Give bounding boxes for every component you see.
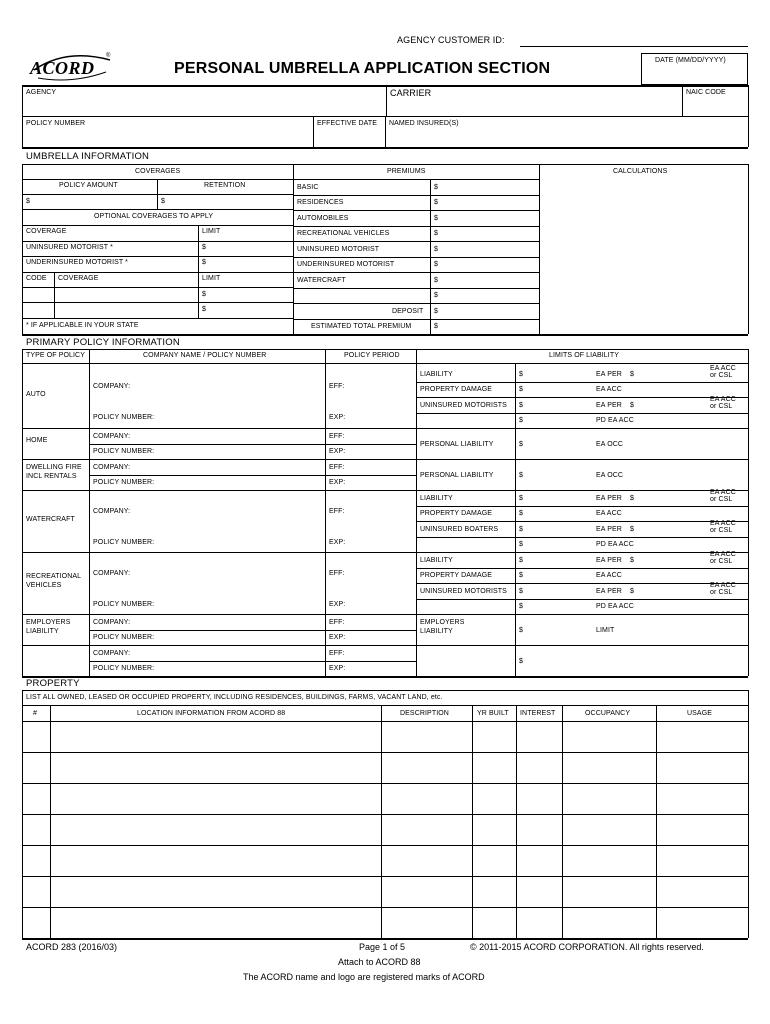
- watercraft-ea-acc-pd: EA ACC: [596, 510, 622, 517]
- optional-limit-dollar-1[interactable]: $: [202, 291, 206, 298]
- watercraft-label: WATERCRAFT: [26, 516, 75, 523]
- effective-date-label: EFFECTIVE DATE: [317, 120, 377, 127]
- premium-underinsured-label: UNDERINSURED MOTORIST: [297, 261, 395, 268]
- property-section-title: PROPERTY: [26, 678, 80, 689]
- policy-amount-label: POLICY AMOUNT: [59, 182, 118, 189]
- watercraft-liability-dollar[interactable]: $: [519, 495, 523, 502]
- auto-um-label: UNINSURED MOTORISTS: [420, 402, 507, 409]
- premium-uninsured-label: UNINSURED MOTORIST: [297, 246, 380, 253]
- premium-automobiles-label: AUTOMOBILES: [297, 215, 349, 222]
- rv-ea-acc-pd: EA ACC: [596, 572, 622, 579]
- premium-underinsured-dollar[interactable]: $: [434, 261, 438, 268]
- dwelling-eff-label: EFF:: [329, 464, 345, 471]
- rv-exp-label: EXP:: [329, 601, 346, 608]
- company-policy-header: COMPANY NAME / POLICY NUMBER: [143, 352, 267, 359]
- other-company-label: COMPANY:: [93, 650, 131, 657]
- coverage-label-2: COVERAGE: [58, 275, 99, 282]
- policy-number-label: POLICY NUMBER: [26, 120, 86, 127]
- emp-limit-label: LIMIT: [596, 627, 615, 634]
- rv-um-dollar[interactable]: $: [519, 588, 523, 595]
- premium-rv-label: RECREATIONAL VEHICLES: [297, 230, 390, 237]
- rv-pd-label: PROPERTY DAMAGE: [420, 572, 493, 579]
- rv-ea-acc-2: EA ACC: [710, 582, 736, 589]
- uninsured-limit-dollar[interactable]: $: [202, 244, 206, 251]
- rv-label-2: VEHICLES: [26, 582, 62, 589]
- emp-label-2: LIABILITY: [26, 628, 59, 635]
- optional-coverages-label: OPTIONAL COVERAGES TO APPLY: [94, 213, 214, 220]
- form-id: ACORD 283 (2016/03): [26, 942, 118, 952]
- premium-uninsured-dollar[interactable]: $: [434, 246, 438, 253]
- home-personal-liability-label: PERSONAL LIABILITY: [420, 441, 494, 448]
- watercraft-ea-per-dollar-2[interactable]: $: [630, 526, 634, 533]
- watercraft-ub-dollar[interactable]: $: [519, 526, 523, 533]
- policy-amount-dollar[interactable]: $: [26, 198, 30, 205]
- auto-or-csl-2: or CSL: [710, 403, 733, 410]
- home-company-label: COMPANY:: [93, 433, 131, 440]
- rv-pd-ea-acc: PD EA ACC: [596, 603, 634, 610]
- auto-ea-acc-2: EA ACC: [710, 396, 736, 403]
- limit-label: LIMIT: [202, 228, 221, 235]
- rv-or-csl-2: or CSL: [710, 589, 733, 596]
- auto-label: AUTO: [26, 391, 46, 398]
- watercraft-ea-per-2: EA PER: [596, 526, 622, 533]
- property-col-yr-built: YR BUILT: [477, 710, 509, 717]
- auto-liability-dollar[interactable]: $: [519, 371, 523, 378]
- uninsured-motorist-label: UNINSURED MOTORIST *: [26, 244, 113, 251]
- logo-text: ACORD: [30, 58, 95, 78]
- estimated-total-dollar[interactable]: $: [434, 323, 438, 330]
- attach-note: Attach to ACORD 88: [338, 957, 421, 967]
- acord-logo: [26, 50, 116, 84]
- coverages-header: COVERAGES: [135, 168, 181, 175]
- auto-pd-label: PROPERTY DAMAGE: [420, 386, 493, 393]
- premium-residences-dollar[interactable]: $: [434, 199, 438, 206]
- rv-pdacc-dollar[interactable]: $: [519, 603, 523, 610]
- auto-ea-per-2: EA PER: [596, 402, 622, 409]
- dwelling-ea-occ: EA OCC: [596, 472, 624, 479]
- watercraft-ea-acc-2: EA ACC: [710, 520, 736, 527]
- copyright: © 2011-2015 ACORD CORPORATION. All rights reserved.: [470, 942, 704, 952]
- watercraft-or-csl-2: or CSL: [710, 527, 733, 534]
- watercraft-ub-label: UNINSURED BOATERS: [420, 526, 499, 533]
- auto-ea-per-1: EA PER: [596, 371, 622, 378]
- watercraft-pd-label: PROPERTY DAMAGE: [420, 510, 493, 517]
- other-policy-number-label: POLICY NUMBER:: [93, 665, 155, 672]
- auto-or-csl-1: or CSL: [710, 372, 733, 379]
- agency-customer-id-label: AGENCY CUSTOMER ID:: [397, 35, 505, 45]
- umbrella-section-title: UMBRELLA INFORMATION: [26, 151, 150, 162]
- limits-header: LIMITS OF LIABILITY: [549, 352, 619, 359]
- watercraft-pd-ea-acc: PD EA ACC: [596, 541, 634, 548]
- named-insured-label: NAMED INSURED(S): [389, 120, 459, 127]
- policy-period-header: POLICY PERIOD: [344, 352, 400, 359]
- auto-liability-label: LIABILITY: [420, 371, 453, 378]
- type-of-policy-header: TYPE OF POLICY: [26, 352, 85, 359]
- premium-watercraft-dollar[interactable]: $: [434, 277, 438, 284]
- auto-um-dollar[interactable]: $: [519, 402, 523, 409]
- premium-watercraft-label: WATERCRAFT: [297, 277, 346, 284]
- dwelling-label-1: DWELLING FIRE: [26, 464, 82, 471]
- auto-pd-ea-acc: PD EA ACC: [596, 417, 634, 424]
- calculations-header: CALCULATIONS: [613, 168, 668, 175]
- watercraft-policy-number-label: POLICY NUMBER:: [93, 539, 155, 546]
- page-number: Page 1 of 5: [359, 942, 406, 952]
- premium-basic-dollar[interactable]: $: [434, 184, 438, 191]
- registered-mark: ®: [106, 53, 111, 59]
- watercraft-ea-acc-1: EA ACC: [710, 489, 736, 496]
- emp-limits-label-2: LIABILITY: [420, 628, 453, 635]
- dwelling-company-label: COMPANY:: [93, 464, 131, 471]
- emp-policy-number-label: POLICY NUMBER:: [93, 634, 155, 641]
- auto-company-label: COMPANY:: [93, 383, 131, 390]
- premium-residences-label: RESIDENCES: [297, 199, 344, 206]
- auto-pd-dollar[interactable]: $: [519, 386, 523, 393]
- watercraft-exp-label: EXP:: [329, 539, 346, 546]
- underinsured-motorist-label: UNDERINSURED MOTORIST *: [26, 259, 128, 266]
- premium-automobiles-dollar[interactable]: $: [434, 215, 438, 222]
- deposit-dollar[interactable]: $: [434, 308, 438, 315]
- watercraft-or-csl-1: or CSL: [710, 496, 733, 503]
- other-exp-label: EXP:: [329, 665, 346, 672]
- auto-policy-number-label: POLICY NUMBER:: [93, 414, 155, 421]
- dwelling-label-2: INCL RENTALS: [26, 473, 77, 480]
- dwelling-dollar[interactable]: $: [519, 472, 523, 479]
- property-instructions: LIST ALL OWNED, LEASED OR OCCUPIED PROPERTY, INCLUDING RESIDENCES, BUILDINGS, FARMS, VACANT LAND, etc.: [26, 694, 443, 701]
- auto-exp-label: EXP:: [329, 414, 346, 421]
- rv-um-label: UNINSURED MOTORISTS: [420, 588, 507, 595]
- rv-company-label: COMPANY:: [93, 570, 131, 577]
- rv-liability-label: LIABILITY: [420, 557, 453, 564]
- auto-ea-per-dollar-2[interactable]: $: [630, 402, 634, 409]
- property-col-location: LOCATION INFORMATION FROM ACORD 88: [137, 710, 286, 717]
- emp-eff-label: EFF:: [329, 619, 345, 626]
- auto-pdacc-dollar[interactable]: $: [519, 417, 523, 424]
- other-dollar[interactable]: $: [519, 658, 523, 665]
- auto-ea-acc-1: EA ACC: [710, 365, 736, 372]
- property-col-usage: USAGE: [687, 710, 713, 717]
- underinsured-limit-dollar[interactable]: $: [202, 259, 206, 266]
- retention-label: RETENTION: [204, 182, 246, 189]
- code-label: CODE: [26, 275, 47, 282]
- primary-section-title: PRIMARY POLICY INFORMATION: [26, 337, 180, 348]
- home-eff-label: EFF:: [329, 433, 345, 440]
- deposit-label: DEPOSIT: [392, 308, 424, 315]
- limit-label-2: LIMIT: [202, 275, 221, 282]
- auto-ea-acc-pd: EA ACC: [596, 386, 622, 393]
- watercraft-eff-label: EFF:: [329, 508, 345, 515]
- rv-ea-per-2: EA PER: [596, 588, 622, 595]
- watercraft-liability-label: LIABILITY: [420, 495, 453, 502]
- rv-eff-label: EFF:: [329, 570, 345, 577]
- rv-label-1: RECREATIONAL: [26, 573, 82, 580]
- premium-basic-label: BASIC: [297, 184, 319, 191]
- dwelling-policy-number-label: POLICY NUMBER:: [93, 479, 155, 486]
- property-col-number: #: [33, 710, 37, 717]
- rv-liability-dollar[interactable]: $: [519, 557, 523, 564]
- property-col-occupancy: OCCUPANCY: [585, 710, 631, 717]
- watercraft-pdacc-dollar[interactable]: $: [519, 541, 523, 548]
- estimated-total-label: ESTIMATED TOTAL PREMIUM: [311, 323, 412, 330]
- rv-ea-per-dollar-1[interactable]: $: [630, 557, 634, 564]
- home-ea-occ: EA OCC: [596, 441, 624, 448]
- emp-exp-label: EXP:: [329, 634, 346, 641]
- premiums-header: PREMIUMS: [387, 168, 426, 175]
- naic-code-label: NAIC CODE: [686, 89, 726, 96]
- rv-ea-per-dollar-2[interactable]: $: [630, 588, 634, 595]
- emp-label-1: EMPLOYERS: [26, 619, 71, 626]
- rv-or-csl-1: or CSL: [710, 558, 733, 565]
- dwelling-personal-liability-label: PERSONAL LIABILITY: [420, 472, 494, 479]
- optional-limit-dollar-2[interactable]: $: [202, 306, 206, 313]
- agency-customer-id-field[interactable]: [520, 46, 748, 47]
- property-col-description: DESCRIPTION: [400, 710, 449, 717]
- premium-blank-dollar[interactable]: $: [434, 292, 438, 299]
- page-title: PERSONAL UMBRELLA APPLICATION SECTION: [174, 60, 551, 77]
- dwelling-exp-label: EXP:: [329, 479, 346, 486]
- rv-ea-acc-1: EA ACC: [710, 551, 736, 558]
- property-col-interest: INTEREST: [520, 710, 556, 717]
- other-eff-label: EFF:: [329, 650, 345, 657]
- date-label: DATE (MM/DD/YYYY): [655, 57, 726, 64]
- home-label: HOME: [26, 437, 48, 444]
- retention-dollar[interactable]: $: [161, 198, 165, 205]
- rv-policy-number-label: POLICY NUMBER:: [93, 601, 155, 608]
- home-policy-number-label: POLICY NUMBER:: [93, 448, 155, 455]
- auto-eff-label: EFF:: [329, 383, 345, 390]
- if-applicable-note: * IF APPLICABLE IN YOUR STATE: [26, 322, 139, 329]
- carrier-label: CARRIER: [390, 88, 432, 98]
- watercraft-ea-per-dollar-1[interactable]: $: [630, 495, 634, 502]
- home-exp-label: EXP:: [329, 448, 346, 455]
- emp-limits-label-1: EMPLOYERS: [420, 619, 465, 626]
- watercraft-pd-dollar[interactable]: $: [519, 510, 523, 517]
- rv-pd-dollar[interactable]: $: [519, 572, 523, 579]
- trademark-note: The ACORD name and logo are registered marks of ACORD: [243, 972, 485, 982]
- auto-ea-per-dollar-1[interactable]: $: [630, 371, 634, 378]
- rv-ea-per-1: EA PER: [596, 557, 622, 564]
- home-dollar[interactable]: $: [519, 441, 523, 448]
- watercraft-ea-per-1: EA PER: [596, 495, 622, 502]
- premium-rv-dollar[interactable]: $: [434, 230, 438, 237]
- agency-label: AGENCY: [26, 89, 57, 96]
- emp-company-label: COMPANY:: [93, 619, 131, 626]
- emp-dollar[interactable]: $: [519, 627, 523, 634]
- watercraft-company-label: COMPANY:: [93, 508, 131, 515]
- coverage-label: COVERAGE: [26, 228, 67, 235]
